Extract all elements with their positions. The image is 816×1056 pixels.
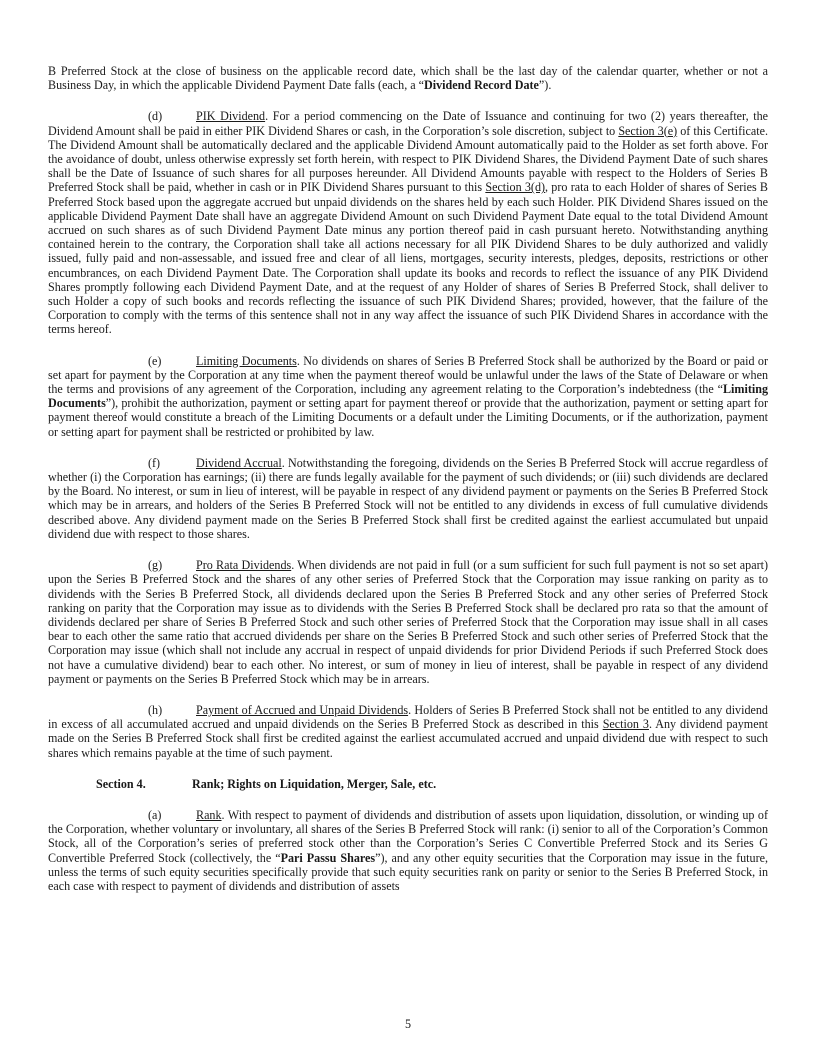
paragraph-text: . Notwithstanding the foregoing, dividends on the Series B Preferred Stock will accrue regardless of whether (i) the Corporation has earnings; (ii) there are funds legally available for the payment of such dividends; or (iii) such dividends are declared by the Board. No interest, or sum in lieu of interest, will be payable in respect of any dividend payment or payments on the Series B Preferred Stock which may be in arrears, and holders of the Series B Preferred Stock will not be entitled to any dividends in excess of full cumulative dividends described above. Any dividend payment made on the Series B Preferred Stock shall first be credited against the earliest accumulated but unpaid dividend due with respect to those shares. bbox=[48, 455, 768, 541]
section-reference: Section 3 bbox=[602, 717, 649, 732]
paragraph-text: ”), and any other equity securities that the Corporation may issue in the future, unless the terms of such equity securities specifically provide that such equity securities rank on parity or senior to the Series B Preferred Stock, in each case with respect to payment of dividends and distribution of assets bbox=[48, 850, 768, 893]
paragraph-text: ”), prohibit the authorization, payment or setting apart for payment thereof or provide that the authorization, payment or setting apart for payment thereof would constitute a breach of the Limiting Documents or a default under the Limiting Documents, or if the authorization, payment or setting apart for payment shall be restricted or prohibited by law. bbox=[48, 396, 768, 439]
paragraph-text: . When dividends are not paid in full (or a sum sufficient for such full payment is not so set apart) upon the Series B Preferred Stock and the shares of any other series of Preferred Stock that the Corporation may issue ranking on parity as to dividends with the Series B Preferred Stock, all dividends declared upon the Series B Preferred Stock and any other series of Preferred Stock ranking on parity that the Corporation may issue as to dividends with the Series B Preferred Stock shall be declared pro rata so that the amount of dividends declared per share of Series B Preferred Stock and such other series of Preferred Stock that the Corporation may issue shall in all cases bear to each other the same ratio that accrued dividends per share on the Series B Preferred Stock and such other series of Preferred Stock that the Corporation may issue (which shall not include any accrual in respect of unpaid dividends for prior Dividend Periods if such Preferred Stock does not have a cumulative dividend) bear to each other. No interest, or sum of money in lieu of interest, shall be payable in respect of any dividend payment or payments on the Series B Preferred Stock which may be in arrears. bbox=[48, 558, 768, 686]
paragraph-continuation bbox=[48, 64, 768, 92]
section-reference: Section 3(e) bbox=[618, 123, 678, 138]
section-reference: Section 3(d) bbox=[485, 180, 546, 195]
section-number: Section 4. bbox=[96, 776, 146, 791]
paragraph-d-pik-dividend bbox=[48, 109, 768, 336]
paragraph-text: . For a period commencing on the Date of Issuance and continuing for two (2) years thereafter, the Dividend Amount shall be paid in either PIK Dividend Shares or cash, in the Corporation’s sole discretion, subject to bbox=[48, 109, 768, 138]
paragraph-marker: (e) bbox=[148, 353, 162, 368]
paragraph-text: , pro rata to each Holder of shares of Series B Preferred Stock based upon the aggregate accrued but unpaid dividends on the shares held by each such Holder. PIK Dividend Shares issued on the applicable Dividend Payment Date shall have an aggregate Dividend Amount on such Dividend Payment Date equal to the total Dividend Amount accrued on such shares as of such Dividend Payment Date minus any portion thereof paid in cash pursuant hereto. Notwithstanding anything contained herein to the contrary, the Corporation shall take all actions necessary for all PIK Dividend Shares to be duly authorized and validly issued, fully paid and non-assessable, and issued free and clear of all liens, mortgages, security interests, pledges, deposits, restrictions or other encumbrances, on each Dividend Payment Date. The Corporation shall update its books and records to reflect the issuance of any PIK Dividend Shares promptly following each Dividend Payment Date, and at the request of any Holder of shares of Series B Preferred Stock, shall deliver to such Holder a copy of such books and records reflecting the issuance of such PIK Dividend Shares; provided, however, that the failure of the Corporation to comply with the terms of this sentence shall not in any way affect the issuance of such PIK Dividend Shares in accordance with the terms hereof. bbox=[48, 180, 768, 337]
paragraph-text: . With respect to payment of dividends and distribution of assets upon liquidation, dissolution, or winding up of the Corporation, whether voluntary or involuntary, all shares of the Series B Preferred Stock will rank: (i) senior to all of the Corporation’s Common Stock, all of the Corporation’s series of preferred stock other than the Corporation’s Series C Convertible Preferred Stock and its Series G Convertible Preferred Stock (collectively, the “ bbox=[48, 807, 768, 865]
paragraph-title: PIK Dividend bbox=[196, 109, 266, 124]
paragraph-title: Dividend Accrual bbox=[196, 455, 282, 470]
paragraph-marker: (a) bbox=[148, 807, 162, 822]
paragraph-f-dividend-accrual bbox=[48, 456, 768, 541]
paragraph-e-limiting-documents bbox=[48, 354, 768, 439]
paragraph-marker: (d) bbox=[148, 109, 163, 124]
section-4-heading bbox=[48, 777, 768, 791]
paragraph-a-rank bbox=[48, 808, 768, 893]
paragraph-marker: (f) bbox=[148, 455, 161, 470]
paragraph-text: . No dividends on shares of Series B Preferred Stock shall be authorized by the Board or paid or set apart for payment by the Corporation at any time when the payment thereof would be unlawful under the laws of the State of Delaware or when the terms and provisions of any agreement of the Corporation, including any agreement relating to the Corporation’s indebtedness (the “ bbox=[48, 353, 768, 397]
paragraph-marker: (g) bbox=[148, 558, 163, 573]
paragraph-text: of this Certificate. The Dividend Amount shall be automatically declared and the applicable Dividend Amount automatically paid to the Holder as set forth above. For the avoidance of doubt, unless otherwise expressly set forth herein, with respect to PIK Dividend Shares, the Dividend Payment Date of such shares shall be the Date of Issuance of such shares for all purposes hereunder. All Dividend Amounts payable with respect to the Holders of Series B Preferred Stock shall be paid, whether in cash or in PIK Dividend Shares pursuant to this bbox=[48, 123, 768, 195]
paragraph-text: . Holders of Series B Preferred Stock shall not be entitled to any dividend in excess of all accumulated accrued and unpaid dividends on the Series B Preferred Stock as described in this bbox=[48, 702, 768, 732]
paragraph-title: Payment of Accrued and Unpaid Dividends bbox=[196, 702, 409, 717]
paragraph-g-pro-rata-dividends bbox=[48, 558, 768, 686]
section-title: Rank; Rights on Liquidation, Merger, Sale, etc. bbox=[192, 776, 437, 791]
paragraph-text: B Preferred Stock at the close of business on the applicable record date, which shall be the last day of the calendar quarter, whether or not a Business Day, in which the applicable Dividend Payment Date falls (each, a “ bbox=[48, 64, 768, 93]
defined-term-limiting-documents: Limiting Documents bbox=[48, 382, 768, 411]
paragraph-title: Pro Rata Dividends bbox=[196, 558, 292, 573]
paragraph-title: Rank bbox=[196, 807, 222, 822]
page-number: 5 bbox=[404, 1017, 412, 1031]
paragraph-title: Limiting Documents bbox=[196, 353, 297, 368]
defined-term-pari-passu-shares: Pari Passu Shares bbox=[280, 850, 376, 865]
paragraph-marker: (h) bbox=[148, 702, 163, 717]
paragraph-text: . Any dividend payment made on the Series B Preferred Stock shall first be credited against the earliest accumulated accrued and unpaid dividend due with respect to such shares which remains payable at the time of such payment. bbox=[48, 717, 768, 760]
page-body bbox=[48, 64, 768, 893]
paragraph-h-accrued-unpaid-dividends bbox=[48, 703, 768, 760]
defined-term-dividend-record-date: Dividend Record Date bbox=[424, 78, 539, 93]
paragraph-text: ”). bbox=[538, 78, 552, 93]
